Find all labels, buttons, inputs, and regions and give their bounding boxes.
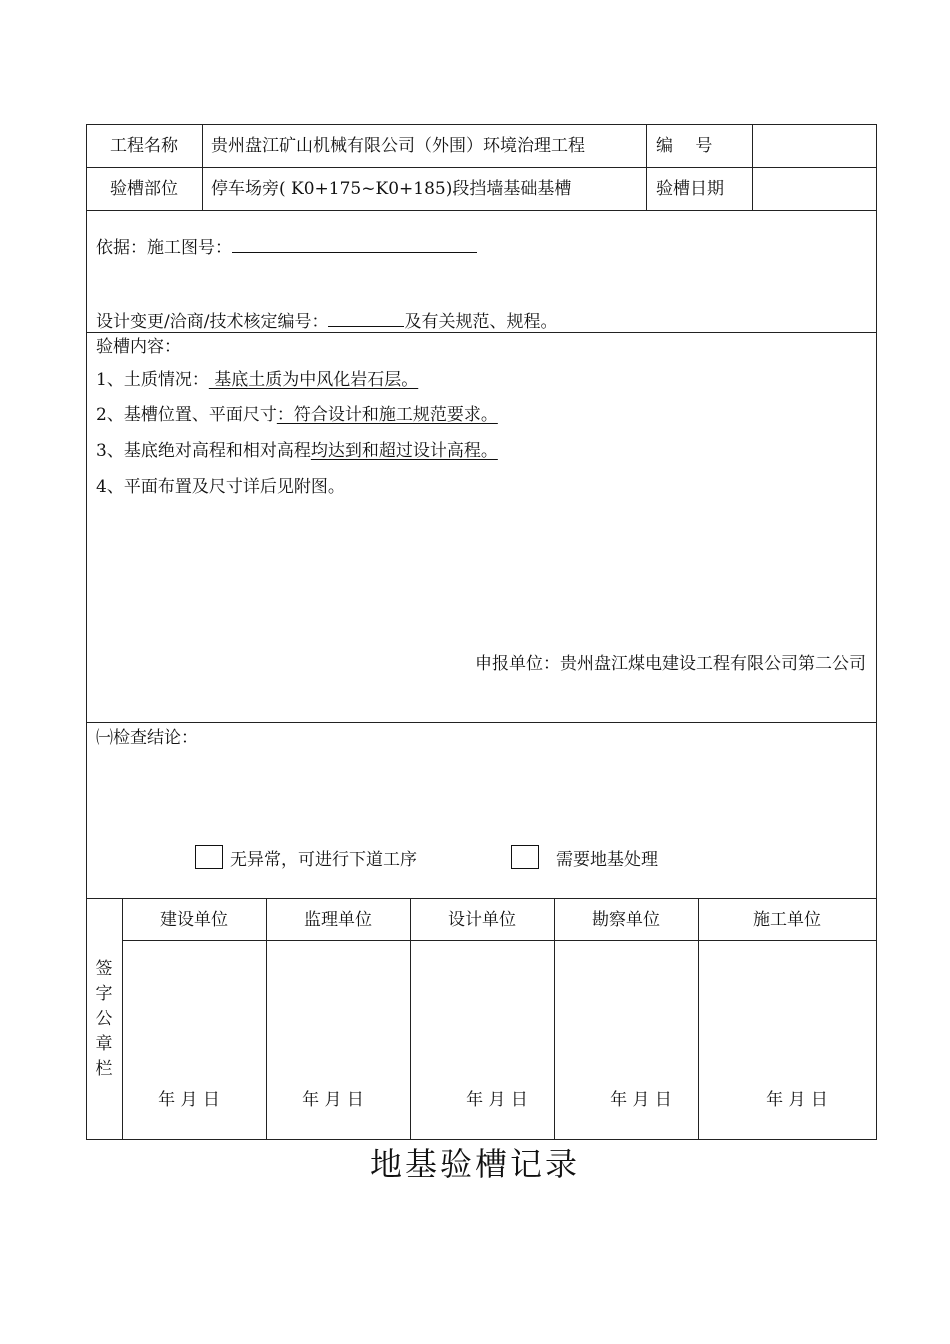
- no-anomaly-label: 无异常，可进行下道工序: [230, 850, 417, 870]
- sig-col-divider-2: [410, 898, 411, 1140]
- document-title: 地基验槽记录: [369, 1145, 580, 1183]
- table-border-bottom: [86, 1139, 877, 1140]
- table-border-right: [876, 124, 877, 1140]
- inspection-date-label: 验槽日期: [656, 179, 724, 199]
- sig-date-construction: 年 月 日: [158, 1090, 220, 1110]
- inspection-location-value: 停车场旁( K0+175~K0+185)段挡墙基础基槽: [211, 179, 572, 199]
- conclusion-heading: ㈠检查结论：: [96, 728, 198, 748]
- content-heading: 验槽内容：: [96, 337, 181, 357]
- inspection-location-label: 验槽部位: [110, 179, 178, 199]
- header-col-divider-2: [646, 124, 647, 210]
- header-col-divider-1: [202, 124, 203, 210]
- design-change-line: [96, 310, 557, 332]
- sig-unit-survey: 勘察单位: [592, 910, 660, 930]
- content-item-1-prefix: 1、土质情况：: [96, 370, 209, 390]
- drawing-number-label: 依据：施工图号：: [96, 238, 232, 258]
- sig-date-contractor: 年 月 日: [766, 1090, 828, 1110]
- applicant-unit: 申报单位：贵州盘江煤电建设工程有限公司第二公司: [475, 654, 866, 674]
- drawing-number-line: [96, 236, 477, 258]
- content-item-1: [96, 370, 418, 390]
- foundation-treatment-checkbox[interactable]: [511, 845, 539, 869]
- table-border-left: [86, 124, 87, 1140]
- content-item-1-value: 基底土质为中风化岩石层。: [208, 370, 419, 390]
- sig-unit-supervision: 监理单位: [304, 910, 372, 930]
- signature-header-divider: [122, 940, 877, 941]
- row-divider-1: [86, 167, 877, 168]
- sig-unit-contractor: 施工单位: [753, 910, 821, 930]
- no-anomaly-checkbox[interactable]: [195, 845, 223, 869]
- content-item-4: 4、平面布置及尺寸详后见附图。: [96, 477, 345, 497]
- content-item-3-value: 均达到和超过设计高程。: [310, 441, 498, 461]
- sig-date-survey: 年 月 日: [610, 1090, 672, 1110]
- sig-unit-design: 设计单位: [448, 910, 516, 930]
- design-change-blank: [328, 310, 404, 327]
- signature-side-label: 签字公章栏: [95, 959, 113, 1079]
- drawing-number-blank: [232, 236, 477, 253]
- foundation-treatment-label: 需要地基处理: [556, 850, 658, 870]
- serial-number-label: 编 号: [656, 136, 713, 156]
- sig-unit-construction: 建设单位: [160, 910, 228, 930]
- content-item-2-prefix: 2、基槽位置、平面尺寸: [96, 405, 277, 425]
- row-divider-3: [86, 332, 877, 333]
- table-border-top: [86, 124, 877, 125]
- design-change-suffix: 及有关规范、规程。: [404, 312, 558, 332]
- row-divider-4: [86, 722, 877, 723]
- sig-date-design: 年 月 日: [466, 1090, 528, 1110]
- sig-date-supervision: 年 月 日: [302, 1090, 364, 1110]
- content-item-3-prefix: 3、基底绝对高程和相对高程: [96, 441, 311, 461]
- content-item-2: [96, 405, 498, 425]
- row-divider-2: [86, 210, 877, 211]
- content-item-3: [96, 441, 498, 461]
- content-item-2-value: ：符合设计和施工规范要求。: [276, 405, 498, 425]
- row-divider-5: [86, 898, 877, 899]
- design-change-label: 设计变更/洽商/技术核定编号：: [96, 312, 329, 332]
- project-name-label: 工程名称: [110, 136, 178, 156]
- header-col-divider-3: [752, 124, 753, 210]
- project-name-value: 贵州盘江矿山机械有限公司（外围）环境治理工程: [211, 136, 585, 156]
